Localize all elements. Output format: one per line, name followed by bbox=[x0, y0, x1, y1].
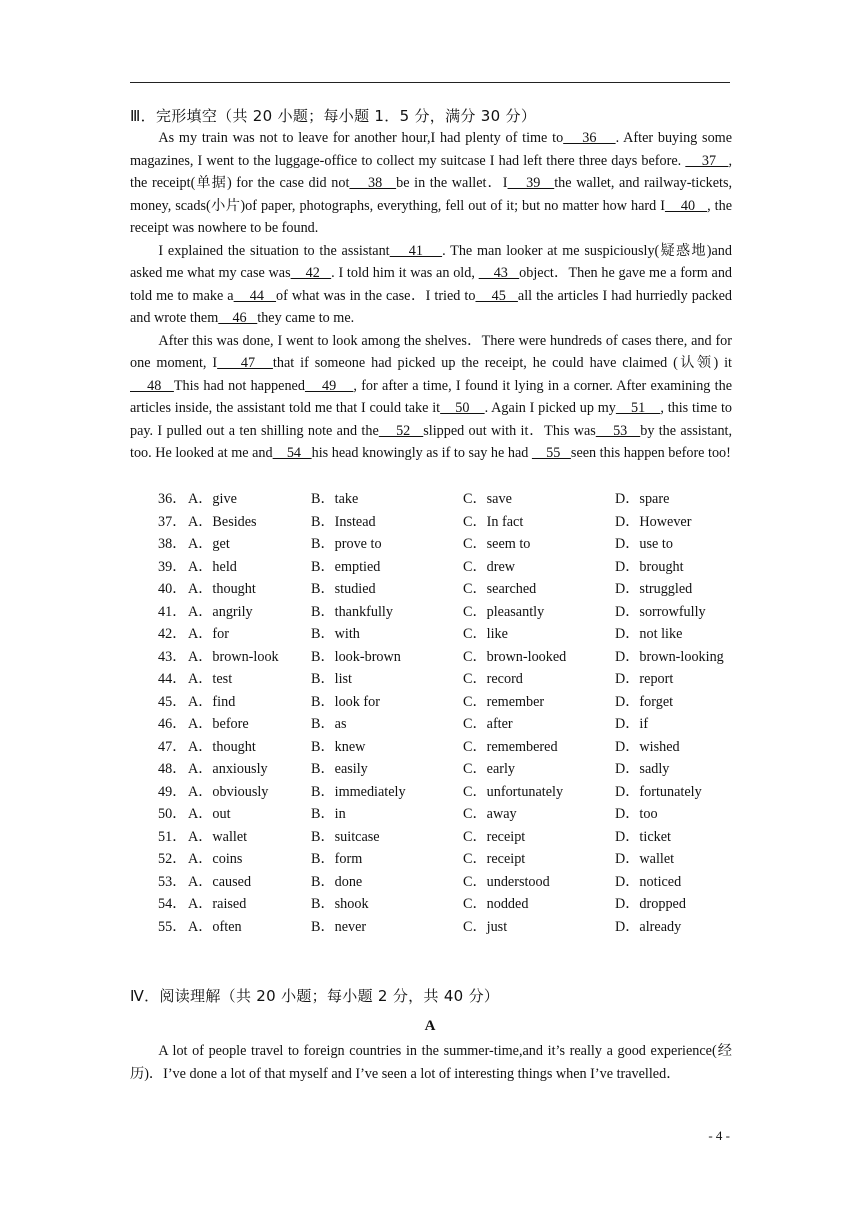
text-run: object．Then he gave me a form and told me to make a bbox=[130, 265, 733, 304]
option-row bbox=[130, 691, 740, 714]
text-run: . After buying some magazines, I went to the luggage-office to collect my suitcase I had left there three days before. bbox=[130, 130, 733, 169]
option-row bbox=[130, 578, 740, 601]
option-b: B．thankfully bbox=[311, 603, 393, 620]
blank: 52 bbox=[378, 422, 424, 439]
option-c: C．pleasantly bbox=[463, 603, 545, 620]
option-row bbox=[130, 488, 740, 511]
option-row bbox=[130, 601, 740, 624]
option-b: B．with bbox=[311, 626, 360, 642]
option-a: A．raised bbox=[188, 896, 247, 912]
text-run: I explained the situation to the assistant bbox=[158, 242, 390, 259]
option-c: C．drew bbox=[463, 558, 516, 575]
text-run: , the receipt was nowhere to be found. bbox=[130, 197, 733, 236]
option-a: A．angrily bbox=[188, 603, 253, 620]
question-number: 39． bbox=[158, 558, 187, 575]
option-a: A．for bbox=[188, 626, 229, 642]
option-b: B．studied bbox=[311, 581, 376, 597]
option-c: C．like bbox=[463, 626, 508, 642]
option-d: D．report bbox=[615, 671, 674, 687]
option-a: A．anxiously bbox=[188, 761, 268, 777]
blank: 45 bbox=[475, 287, 518, 304]
option-a: A．coins bbox=[188, 851, 243, 867]
question-number: 55． bbox=[158, 918, 187, 935]
option-a: A．get bbox=[188, 536, 230, 552]
question-number: 51． bbox=[158, 828, 187, 845]
option-c: C．In fact bbox=[463, 513, 524, 530]
option-row bbox=[130, 781, 740, 804]
option-b: B．list bbox=[311, 671, 352, 687]
text-run: slipped out with it．This was bbox=[423, 422, 596, 439]
option-a: A．find bbox=[188, 693, 236, 710]
option-d: D．already bbox=[615, 918, 682, 935]
option-b: B．in bbox=[311, 806, 346, 822]
option-c: C．unfortunately bbox=[463, 783, 564, 800]
text-run: that if someone had picked up the receipt, he could have claimed (认领) it bbox=[272, 355, 732, 371]
question-number: 40． bbox=[158, 581, 187, 597]
option-d: D．sadly bbox=[615, 761, 670, 777]
question-number: 48． bbox=[158, 761, 187, 777]
text-run: his head knowingly as if to say he had bbox=[311, 445, 532, 461]
blank: 40 bbox=[664, 197, 708, 214]
text-run: seen this happen before too! bbox=[570, 445, 731, 461]
option-row bbox=[130, 758, 740, 781]
option-b: B．never bbox=[311, 918, 367, 935]
question-number: 36． bbox=[158, 491, 187, 507]
option-b: B．done bbox=[311, 873, 363, 890]
reading-passage bbox=[130, 1040, 732, 1085]
blank: 43 bbox=[478, 265, 520, 281]
blank: 48 bbox=[130, 377, 174, 394]
blank: 54 bbox=[272, 445, 312, 461]
option-row bbox=[130, 736, 740, 759]
section-4-heading: Ⅳ．阅读理解（共 20 小题；每小题 2 分，共 40 分） bbox=[130, 987, 500, 1005]
option-a: A．Besides bbox=[188, 513, 257, 530]
top-rule bbox=[130, 82, 730, 83]
option-row bbox=[130, 623, 740, 646]
option-a: A．caused bbox=[188, 873, 252, 890]
option-row bbox=[130, 533, 740, 556]
option-row bbox=[130, 916, 740, 939]
option-d: D．brown-looking bbox=[615, 648, 724, 665]
blank: 51 bbox=[615, 400, 661, 416]
option-row bbox=[130, 803, 740, 826]
text-run: This had not happened bbox=[173, 377, 305, 394]
option-a: A．thought bbox=[188, 581, 256, 597]
option-d: D．if bbox=[615, 716, 649, 732]
question-number: 47． bbox=[158, 738, 187, 755]
text-run: . The man looker at me suspiciously(疑惑地)and asked me what my case was bbox=[130, 242, 732, 281]
option-c: C．nodded bbox=[463, 896, 529, 912]
option-c: C．save bbox=[463, 491, 512, 507]
text-run: the wallet, and railway-tickets, money, scads(小片)of paper, photographs, everything, fell out of it; but no matter how hard I bbox=[130, 175, 733, 214]
option-d: D．noticed bbox=[615, 873, 682, 890]
option-row bbox=[130, 668, 740, 691]
question-number: 49． bbox=[158, 783, 187, 800]
option-b: B．knew bbox=[311, 738, 366, 755]
options-list bbox=[130, 488, 740, 938]
option-d: D．forget bbox=[615, 693, 674, 710]
question-number: 52． bbox=[158, 851, 187, 867]
option-c: C．receipt bbox=[463, 828, 526, 845]
question-number: 44． bbox=[158, 671, 187, 687]
blank: 55 bbox=[531, 445, 571, 461]
text-run: . I told him it was an old, bbox=[331, 265, 479, 281]
option-row bbox=[130, 511, 740, 534]
option-a: A．brown-look bbox=[188, 648, 279, 665]
option-row bbox=[130, 556, 740, 579]
option-b: B．form bbox=[311, 851, 363, 867]
page-number: - 4 - bbox=[708, 1128, 730, 1143]
paragraph bbox=[130, 240, 732, 330]
option-b: B．look for bbox=[311, 693, 380, 710]
option-c: C．early bbox=[463, 761, 516, 777]
question-number: 43． bbox=[158, 648, 187, 665]
option-b: B．Instead bbox=[311, 513, 376, 530]
blank: 50 bbox=[440, 400, 485, 416]
option-row bbox=[130, 646, 740, 669]
blank: 46 bbox=[218, 310, 258, 326]
option-row bbox=[130, 826, 740, 849]
option-d: D．However bbox=[615, 513, 692, 530]
text-run: A lot of people travel to foreign countries in the summer-time,and it’s really a good experience(经历)．I’ve done a lot of that myself and I’ve seen a lot of interesting things when I’ve travelled． bbox=[130, 1043, 732, 1082]
option-row bbox=[130, 713, 740, 736]
option-a: A．test bbox=[188, 671, 233, 687]
option-c: C．after bbox=[463, 716, 513, 732]
blank: 42 bbox=[290, 265, 332, 281]
blank: 53 bbox=[595, 422, 641, 439]
blank: 44 bbox=[233, 287, 277, 304]
option-c: C．seem to bbox=[463, 536, 531, 552]
text-run: . Again I picked up my bbox=[484, 400, 616, 416]
option-d: D．struggled bbox=[615, 581, 693, 597]
option-d: D．wished bbox=[615, 738, 680, 755]
option-c: C．away bbox=[463, 806, 517, 822]
option-a: A．often bbox=[188, 918, 242, 935]
option-b: B．immediately bbox=[311, 783, 406, 800]
text-run: , the receipt(单据) for the case did not bbox=[130, 152, 733, 191]
option-c: C．understood bbox=[463, 873, 550, 890]
blank: 38 bbox=[349, 175, 397, 191]
part-a-label: A bbox=[424, 1018, 436, 1034]
option-c: C．just bbox=[463, 918, 508, 935]
text-run: As my train was not to leave for another hour,I had plenty of time to bbox=[158, 130, 564, 146]
option-a: A．held bbox=[188, 558, 237, 575]
option-row bbox=[130, 848, 740, 871]
paragraph bbox=[130, 330, 732, 465]
option-d: D．ticket bbox=[615, 828, 671, 845]
text-run: , this time to pay. I pulled out a ten shilling note and the bbox=[130, 400, 733, 439]
option-d: D．not like bbox=[615, 626, 683, 642]
blank: 36 bbox=[563, 130, 616, 146]
text-run: of what was in the case．I tried to bbox=[276, 287, 476, 304]
text-run: After this was done, I went to look among the shelves．There were hundreds of cases there, and for one moment, I bbox=[130, 332, 732, 371]
option-d: D．dropped bbox=[615, 896, 686, 912]
paragraph bbox=[130, 127, 732, 240]
option-b: B．shook bbox=[311, 896, 369, 912]
option-c: C．brown-looked bbox=[463, 648, 567, 665]
option-d: D．fortunately bbox=[615, 783, 702, 800]
option-row bbox=[130, 871, 740, 894]
option-b: B．emptied bbox=[311, 558, 381, 575]
option-a: A．thought bbox=[188, 738, 256, 755]
blank: 37 bbox=[685, 152, 729, 169]
blank: 39 bbox=[507, 175, 555, 191]
option-b: B．suitcase bbox=[311, 828, 380, 845]
option-b: B．take bbox=[311, 491, 359, 507]
text-run: all the articles I had hurriedly packed and wrote them bbox=[130, 287, 732, 326]
paragraph bbox=[130, 1040, 732, 1085]
option-c: C．record bbox=[463, 671, 523, 687]
option-c: C．remembered bbox=[463, 738, 558, 755]
option-a: A．obviously bbox=[188, 783, 269, 800]
option-c: C．remember bbox=[463, 693, 545, 710]
question-number: 42． bbox=[158, 626, 187, 642]
option-row bbox=[130, 893, 740, 916]
question-number: 54． bbox=[158, 896, 187, 912]
question-number: 41． bbox=[158, 603, 187, 620]
question-number: 37． bbox=[158, 513, 187, 530]
text-run: be in the wallet．I bbox=[396, 175, 508, 191]
option-d: D．use to bbox=[615, 536, 673, 552]
option-d: D．too bbox=[615, 806, 658, 822]
option-b: B．as bbox=[311, 716, 347, 732]
question-number: 38． bbox=[158, 536, 187, 552]
option-d: D．spare bbox=[615, 491, 670, 507]
option-b: B．prove to bbox=[311, 536, 382, 552]
option-c: C．searched bbox=[463, 581, 537, 597]
option-a: A．give bbox=[188, 491, 237, 507]
text-run: , for after a time, I found it lying in a corner. After examining the articles inside, the assistant told me that I could take it bbox=[130, 377, 732, 416]
option-d: D．sorrowfully bbox=[615, 603, 706, 620]
text-run: by the assistant, too. He looked at me and bbox=[130, 422, 733, 461]
blank: 49 bbox=[304, 377, 354, 394]
option-b: B．easily bbox=[311, 761, 368, 777]
question-number: 50． bbox=[158, 806, 187, 822]
option-d: D．wallet bbox=[615, 851, 675, 867]
blank: 47 bbox=[217, 355, 273, 371]
question-number: 45． bbox=[158, 693, 187, 710]
question-number: 53． bbox=[158, 873, 187, 890]
text-run: they came to me. bbox=[257, 310, 355, 326]
question-number: 46． bbox=[158, 716, 187, 732]
option-a: A．before bbox=[188, 716, 249, 732]
option-d: D．brought bbox=[615, 558, 684, 575]
option-b: B．look-brown bbox=[311, 648, 401, 665]
blank: 41 bbox=[389, 242, 443, 259]
option-a: A．wallet bbox=[188, 828, 248, 845]
section-3-heading: Ⅲ．完形填空（共 20 小题；每小题 1．5 分，满分 30 分） bbox=[130, 107, 537, 125]
cloze-passage bbox=[130, 127, 732, 465]
option-a: A．out bbox=[188, 806, 231, 822]
option-c: C．receipt bbox=[463, 851, 526, 867]
